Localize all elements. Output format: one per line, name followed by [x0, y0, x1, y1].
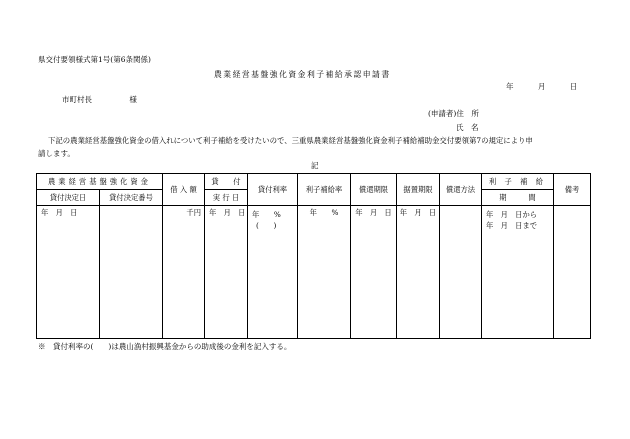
col-rate: 貸付利率: [248, 174, 298, 206]
cell-remarks[interactable]: [554, 206, 591, 339]
table-row: [37, 206, 591, 339]
cell-rate[interactable]: [248, 206, 298, 339]
cell-repay-method[interactable]: [440, 206, 482, 339]
table-header-row-1: [37, 174, 591, 190]
col-loan-date-bottom: 実 行 日: [205, 190, 248, 206]
date-day: 日: [569, 82, 578, 91]
recipient-line: [62, 96, 137, 104]
date-year: 年: [506, 82, 514, 91]
applicant-address: (申請者)住 所: [428, 109, 479, 118]
application-table: [36, 173, 591, 339]
footnote: ※ 貸付利率の( )は農山漁村振興基金からの助成後の金利を記入する。: [38, 342, 292, 351]
col-remarks: 備考: [554, 174, 591, 206]
page-title: 農業経営基盤強化資金利子補給承認申請書: [214, 70, 391, 79]
rate-paren: ( ): [256, 221, 277, 230]
col-subsidy-period-top: 利 子 補 給: [482, 174, 554, 190]
rate-value: 年 %: [252, 210, 281, 219]
body-text-line2: 請します。: [38, 149, 75, 158]
period-to: 年 月 日まで: [486, 221, 538, 230]
date-line: [506, 83, 577, 91]
col-decision-number: 貸付決定番号: [100, 190, 163, 206]
cell-subsidy-period[interactable]: [482, 206, 554, 339]
col-repay-method: 償還方法: [440, 174, 482, 206]
cell-grace-period[interactable]: 年 月 日: [397, 206, 440, 339]
period-from: 年 月 日から: [486, 210, 538, 219]
body-text-line1: 下記の農業経営基盤強化資金の借入れについて利子補給を受けたいので、三重県農業経営基盤強化資金利子補給補助金交付要領第7の規定により申: [48, 136, 533, 145]
recipient-honorific: 様: [129, 95, 137, 104]
col-subsidy-rate: 利子補給率: [298, 174, 351, 206]
recipient: 市町村長: [62, 95, 92, 104]
cell-decision-number[interactable]: [100, 206, 163, 339]
ki-heading: 記: [311, 161, 319, 170]
cell-subsidy-rate[interactable]: 年 %: [298, 206, 351, 339]
form-number: 県交付要領様式第1号(第6条関係): [38, 55, 151, 64]
col-amount: 借 入 額: [163, 174, 205, 206]
col-grace-period: 据置期限: [397, 174, 440, 206]
cell-decision-date[interactable]: 年 月 日: [37, 206, 100, 339]
date-month: 月: [537, 82, 546, 91]
col-decision-date: 貸付決定日: [37, 190, 100, 206]
cell-amount[interactable]: 千円: [163, 206, 205, 339]
applicant-name: 氏 名: [456, 123, 479, 132]
col-subsidy-period-bottom: 期 間: [482, 190, 554, 206]
cell-loan-date[interactable]: 年 月 日: [205, 206, 248, 339]
cell-repay-period[interactable]: 年 月 日: [351, 206, 397, 339]
col-repay-period: 償還期限: [351, 174, 397, 206]
group-header: 農業経営基盤強化資金: [37, 174, 163, 190]
col-loan-date-top: 貸 付: [205, 174, 248, 190]
